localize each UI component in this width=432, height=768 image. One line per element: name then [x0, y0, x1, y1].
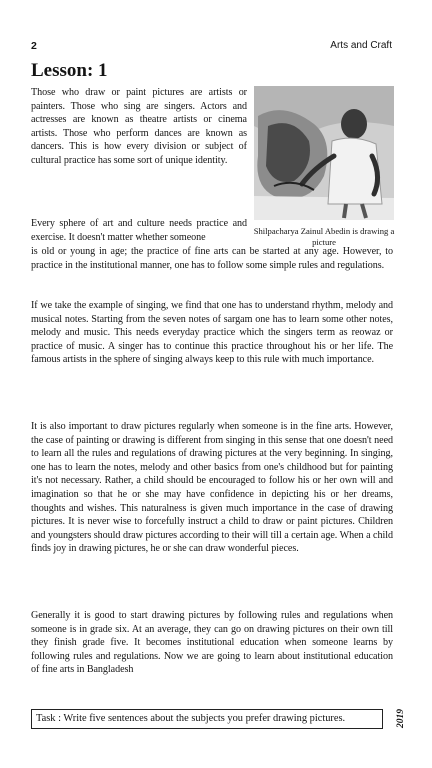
paragraph-3: If we take the example of singing, we find that one has to understand rhythm, melody and musical notes. Starting from the seven notes of sargam one has to learn some other notes, melody and music. This needs everyday practice which the singers term as reowaz or practice of music. A singer has to continue this practice throughout his or her life. The famous artists in the sphere of singing always keep to this rule with much importance. [31, 300, 393, 366]
edition-year: 2019 [396, 709, 406, 728]
lesson-title: Lesson: 1 [31, 60, 108, 81]
paragraph-1: Those who draw or paint pictures are artists or painters. Those who sing are singers. Actors and actresses are known as theatre artists or cinema artists. Those who perform dances are known as dancers. This is how every division or subject of cultural practice has some sort of unique identity. [31, 87, 247, 166]
paragraph-5: Generally it is good to start drawing pictures by following rules and regulations when someone is in grade six. At an average, they can go on drawing pictures on their own till they finish grade five. It becomes institutional education when someone learns by following rules and regulations. Now we are going to learn about institutional education of fine arts in Bangladesh [31, 610, 393, 676]
paragraph-2-continued: is old or young in age; the practice of fine arts can be started at any age. However, to practice in the institutional manner, one has to follow some simple rules and regulations. [31, 246, 393, 271]
artist-photo [254, 86, 394, 220]
task-box: Task : Write five sentences about the subjects you prefer drawing pictures. [31, 709, 383, 729]
page-number: 2 [31, 40, 37, 52]
running-header: Arts and Craft [330, 40, 392, 51]
paragraph-2-intro: Every sphere of art and culture needs practice and exercise. It doesn't matter whether someone [31, 218, 247, 243]
paragraph-4: It is also important to draw pictures regularly when someone is in the fine arts. However, the case of painting or drawing is different from singing in this sense that one doesn't need to learn all the rules and regulations of drawing pictures at the very beginning. In singing, one has to learn the notes, melody and other basics from one's childhood but for painting it's not necessary. Rather, a child should be encouraged to follow his or her own will and imagination so that he or she may have confidence in depicting his or her dreams, thoughts and wishes. This naturalness is given much importance in the case of drawing pictures. It is never wise to forcefully instruct a child to draw or paint pictures. Children and youngsters should draw pictures according to their will till a certain age. When a child finds joy in drawing pictures, he or she can draw wonderful pieces. [31, 421, 393, 555]
photo-caption: Shilpacharya Zainul Abedin is drawing a picture [253, 226, 395, 247]
